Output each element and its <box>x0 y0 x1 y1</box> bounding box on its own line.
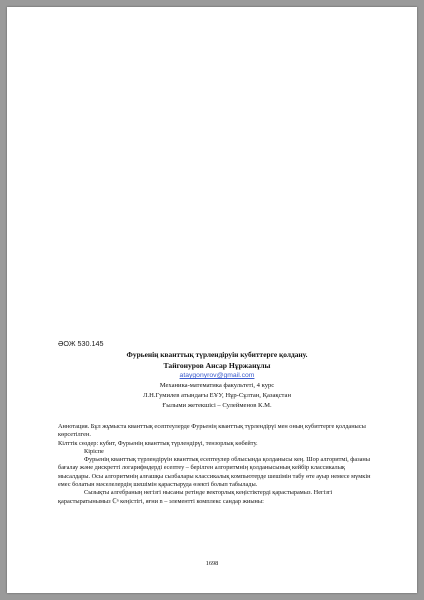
author-email-link[interactable]: ataygonyrov@gmail.com <box>179 372 255 379</box>
intro-heading: Кіріспе <box>84 447 104 455</box>
author-university: Л.Н.Гумилев атындағы ЕҰУ, Нұр-Сұлтан, Қазақстан <box>143 392 291 399</box>
udc-code: ӘОЖ 530.145 <box>58 339 104 348</box>
document-page <box>7 7 417 593</box>
author-name: Тайгонуров Ансар Нұржанұлы <box>163 361 271 370</box>
supervisor: Ғылыми жетекшісі – Сулейменов К.М. <box>162 402 272 409</box>
author-faculty: Механика-математика факультеті, 4 курс <box>159 382 275 389</box>
annotation: Аннотация. Бұл жұмыста кванттық есептеулерде Фурьенің кванттық түрлендірүі мен оның кубиттерге қолданысы көрсетілген. <box>58 423 366 439</box>
paper-body <box>58 423 376 506</box>
paragraph: Сызықты алгебраның негізгі нысаны ретінде векторлық кеңістіктерді қарастырамыз. Негізгі қарастыратынымыз ℂⁿ кеңістігі, яғни n – элементті комплекс сандар жиыны: <box>58 489 333 505</box>
paper-title: Фурьенің кванттық түрлендіруін кубиттерге қолдану. <box>126 350 308 359</box>
keywords: Кілттік сөздер: кубит, Фурьенің кванттық түрлендірүі, тензорлық көбейту. <box>58 439 258 447</box>
page-number: 1698 <box>205 560 219 567</box>
paragraph: Фурьенің кванттық түрлендірүін кванттық есептеулер облысында қолданысы кең. Шор алгоритмі, фазаны бағалау және дискретті логарифмдерді есептеу – берілген алгоритмнің қолданысының кейбір классикалық мысалдары. Осы алгоритмнің алғашқы сызбалары классикалық компьютерде шешімін табу өте ауыр немесе мүмкін емес болатын мәселелердің шешімін қарастыруда өзекті болып табылады. <box>58 456 371 489</box>
